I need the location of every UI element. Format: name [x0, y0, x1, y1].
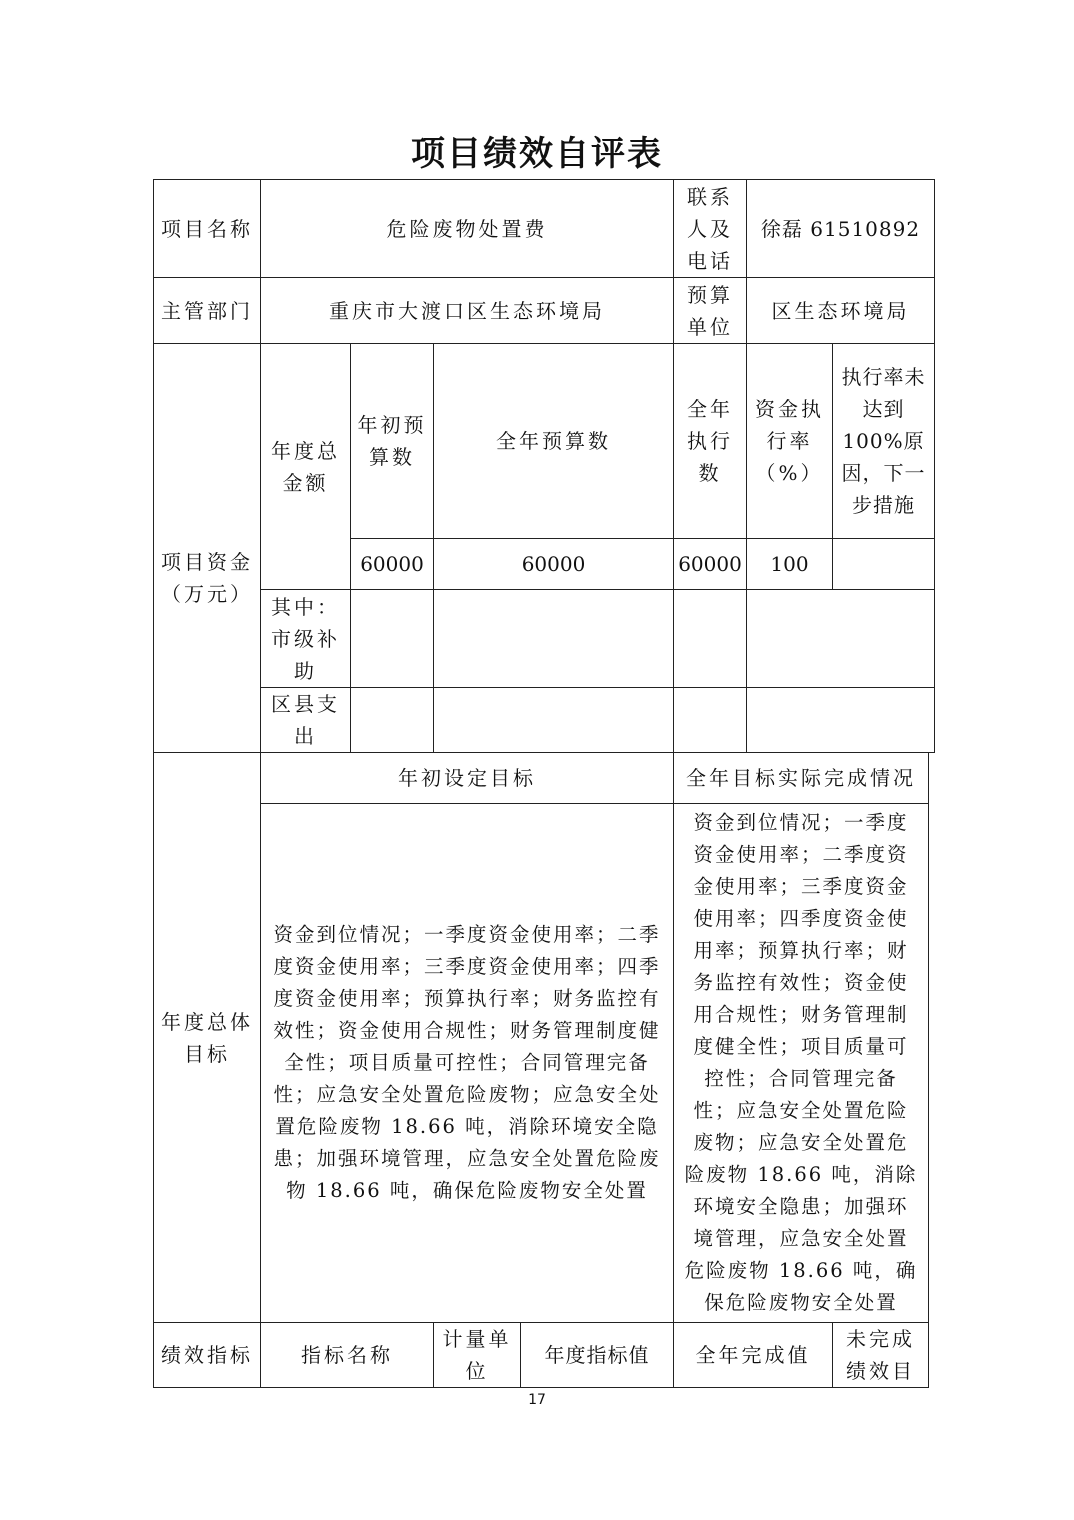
county-expense-initial — [350, 687, 434, 753]
city-subsidy-rate — [746, 589, 935, 688]
project-name-label: 项目名称 — [153, 179, 261, 278]
initial-goal-text: 资金到位情况；一季度资金使用率；二季度资金使用率；三季度资金使用率；四季度资金使用率；预算执行率；财务监控有效性；资金使用合规性；财务管理制度健全性；项目质量可控性；合同管理完备性；应急安全处置危险废物；应急安全处置危险废物 18.66 吨，消除环境安全隐患；加强环境管理，应急安全处置危险废物 18.66 吨，确保危险废物安全处置 — [260, 803, 674, 1323]
full-complete-label: 全年完成值 — [673, 1322, 833, 1388]
indicator-name-label: 指标名称 — [260, 1322, 434, 1388]
contact-value: 徐磊 61510892 — [746, 179, 935, 278]
exec-rate-label: 资金执行率（%） — [746, 343, 833, 539]
reason-value — [832, 538, 935, 590]
budget-unit-value: 区生态环境局 — [746, 277, 935, 344]
actual-goal-header: 全年目标实际完成情况 — [673, 752, 929, 804]
city-subsidy-full — [433, 589, 674, 688]
page-title: 项目绩效自评表 — [411, 134, 663, 174]
fund-label: 项目资金（万元） — [153, 343, 261, 753]
measure-unit-label: 计量单位 — [433, 1322, 521, 1388]
county-expense-rate — [746, 687, 935, 753]
page-number: 17 — [528, 1392, 546, 1408]
exec-rate-value: 100 — [746, 538, 833, 590]
initial-budget-value: 60000 — [350, 538, 434, 590]
full-budget-value: 60000 — [433, 538, 674, 590]
actual-goal-text: 资金到位情况；一季度资金使用率；二季度资金使用率；三季度资金使用率；四季度资金使用率；预算执行率；财务监控有效性；资金使用合规性；财务管理制度健全性；项目质量可控性；合同管理完备性；应急安全处置危险废物；应急安全处置危险废物 18.66 吨，消除环境安全隐患；加强环境管理，应急安全处置危险废物 18.66 吨，确保危险废物安全处置 — [673, 803, 929, 1323]
city-subsidy-exec — [673, 589, 747, 688]
county-expense-full — [433, 687, 674, 753]
full-exec-value: 60000 — [673, 538, 747, 590]
full-budget-label: 全年预算数 — [433, 343, 674, 539]
city-subsidy-label: 其中：市级补助 — [260, 589, 351, 688]
project-name-value: 危险废物处置费 — [260, 179, 674, 278]
reason-label: 执行率未达到100%原因，下一步措施 — [832, 343, 935, 539]
annual-goal-label: 年度总体目标 — [153, 752, 261, 1323]
perf-label: 绩效指标 — [153, 1322, 261, 1388]
full-exec-label: 全年执行数 — [673, 343, 747, 539]
annual-total-label: 年度总金额 — [260, 343, 351, 590]
dept-value: 重庆市大渡口区生态环境局 — [260, 277, 674, 344]
annual-indicator-label: 年度指标值 — [520, 1322, 674, 1388]
dept-label: 主管部门 — [153, 277, 261, 344]
county-expense-label: 区县支出 — [260, 687, 351, 753]
incomplete-label: 未完成绩效目 — [832, 1322, 929, 1388]
county-expense-exec — [673, 687, 747, 753]
initial-goal-header: 年初设定目标 — [260, 752, 674, 804]
contact-label: 联系人及电话 — [673, 179, 747, 278]
initial-budget-label: 年初预算数 — [350, 343, 434, 539]
budget-unit-label: 预算单位 — [673, 277, 747, 344]
city-subsidy-initial — [350, 589, 434, 688]
